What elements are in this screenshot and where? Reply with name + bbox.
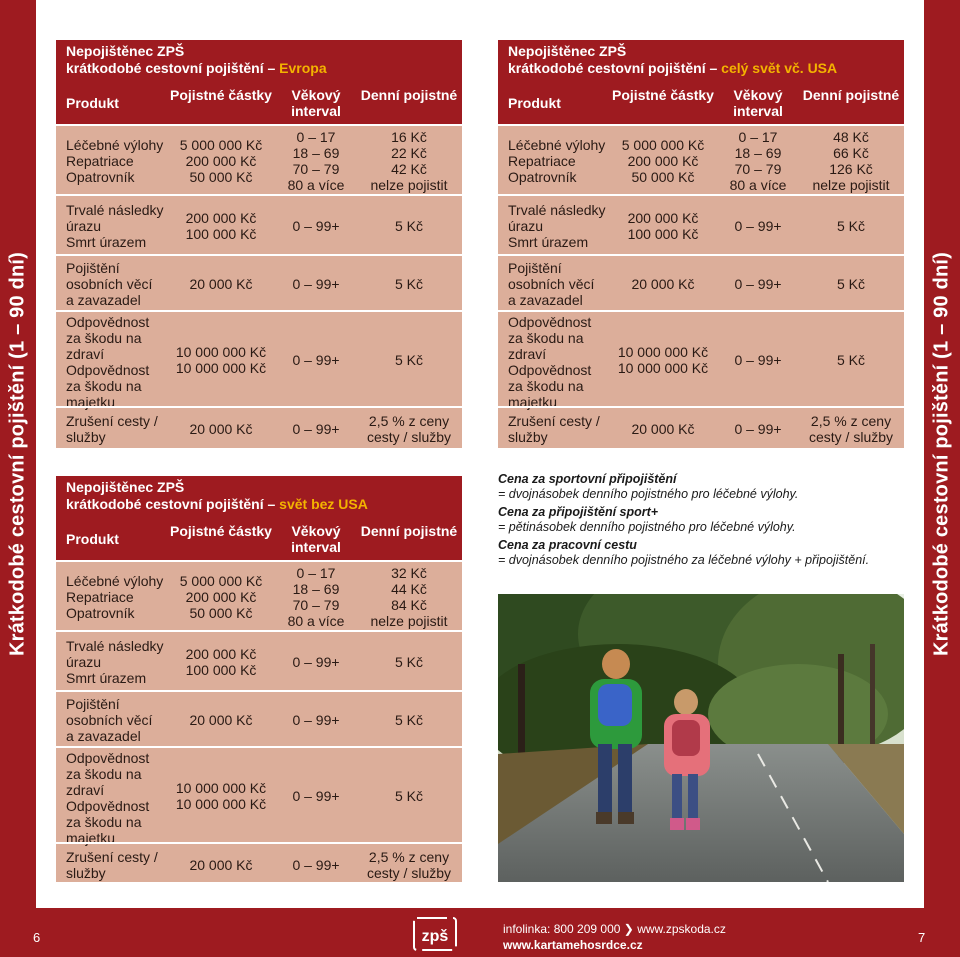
table-row — [56, 746, 462, 844]
col-header-product: Produkt — [66, 531, 119, 547]
age-cell: 0 – 17 18 – 69 70 – 79 80 a více — [287, 129, 345, 193]
table-row — [56, 406, 462, 450]
daily-cell: 5 Kč — [394, 654, 423, 670]
age-cell: 0 – 99+ — [292, 352, 340, 368]
daily-cell: 5 Kč — [394, 712, 423, 728]
col-header-daily: Denní pojistné — [802, 87, 900, 103]
amounts-cell: 5 000 000 Kč 200 000 Kč 50 000 Kč — [179, 573, 263, 621]
column-header-row — [56, 518, 462, 560]
table-europe — [56, 40, 462, 448]
zps-logo — [412, 916, 458, 952]
age-cell: 0 – 99+ — [292, 218, 340, 234]
daily-cell: 32 Kč 44 Kč 84 Kč nelze pojistit — [370, 565, 448, 629]
side-band-right — [924, 0, 960, 908]
arrow-icon: ❯ — [623, 922, 634, 936]
price-notes — [498, 472, 908, 571]
product-cell: Trvalé následky úrazu Smrt úrazem — [66, 638, 164, 686]
table-row — [56, 560, 462, 632]
col-header-daily: Denní pojistné — [360, 87, 458, 103]
table-row — [56, 690, 462, 748]
product-cell: Léčebné výlohy Repatriace Opatrovník — [508, 137, 606, 185]
age-cell: 0 – 99+ — [292, 421, 340, 437]
col-header-age: Věkový interval — [733, 87, 783, 119]
product-cell: Trvalé následky úrazu Smrt úrazem — [508, 202, 606, 250]
note-title: Cena za pracovní cestu — [498, 538, 637, 552]
amounts-cell: 20 000 Kč — [631, 276, 695, 292]
table-row — [56, 630, 462, 692]
column-header-row — [56, 82, 462, 124]
table-subtitle-region: celý svět vč. USA — [721, 60, 838, 76]
product-cell: Léčebné výlohy Repatriace Opatrovník — [66, 573, 164, 621]
table-subtitle-prefix: krátkodobé cestovní pojištění – — [66, 60, 280, 76]
product-cell: Zrušení cesty / služby — [66, 413, 158, 445]
amounts-cell: 10 000 000 Kč 10 000 000 Kč — [175, 344, 267, 376]
age-cell: 0 – 99+ — [292, 857, 340, 873]
daily-cell: 5 Kč — [394, 276, 423, 292]
product-cell: Léčebné výlohy Repatriace Opatrovník — [66, 137, 164, 185]
page-number-left: 6 — [33, 930, 41, 945]
amounts-cell: 200 000 Kč 100 000 Kč — [185, 646, 257, 678]
table-title: Nepojištěnec ZPŠ — [66, 479, 185, 495]
age-cell: 0 – 99+ — [292, 788, 340, 804]
table-row — [56, 194, 462, 256]
amounts-cell: 20 000 Kč — [189, 857, 253, 873]
daily-cell: 16 Kč 22 Kč 42 Kč nelze pojistit — [370, 129, 448, 193]
age-cell: 0 – 99+ — [734, 421, 782, 437]
amounts-cell: 20 000 Kč — [189, 276, 253, 292]
age-cell: 0 – 99+ — [292, 276, 340, 292]
svg-text:zpš: zpš — [421, 928, 449, 945]
age-cell: 0 – 17 18 – 69 70 – 79 80 a více — [729, 129, 787, 193]
daily-cell: 5 Kč — [394, 218, 423, 234]
daily-cell: 2,5 % z ceny cesty / služby — [366, 413, 452, 445]
age-cell: 0 – 99+ — [734, 352, 782, 368]
amounts-cell: 5 000 000 Kč 200 000 Kč 50 000 Kč — [621, 137, 705, 185]
table-subtitle — [66, 60, 452, 77]
table-world-no-usa — [56, 476, 462, 882]
column-header-row — [498, 82, 904, 124]
table-subtitle-region: Evropa — [279, 60, 327, 76]
daily-cell: 5 Kč — [836, 218, 865, 234]
side-title-left: Krátkodobé cestovní pojištění (1 – 90 dní) — [6, 251, 29, 657]
table-row — [498, 194, 904, 256]
age-cell: 0 – 99+ — [734, 276, 782, 292]
table-row — [498, 310, 904, 408]
table-title: Nepojištěnec ZPŠ — [66, 43, 185, 59]
table-row — [498, 254, 904, 312]
table-row — [56, 842, 462, 886]
daily-cell: 5 Kč — [836, 276, 865, 292]
product-cell: Zrušení cesty / služby — [508, 413, 600, 445]
amounts-cell: 10 000 000 Kč 10 000 000 Kč — [617, 344, 709, 376]
daily-cell: 48 Kč 66 Kč 126 Kč nelze pojistit — [812, 129, 890, 193]
product-cell: Odpovědnost za škodu na zdraví Odpovědnost za škodu na majetku — [66, 314, 150, 410]
table-row — [56, 310, 462, 408]
col-header-amounts: Pojistné částky — [612, 87, 714, 103]
col-header-product: Produkt — [66, 95, 119, 111]
product-cell: Pojištění osobních věcí a zavazadel — [508, 260, 595, 308]
amounts-cell: 200 000 Kč 100 000 Kč — [185, 210, 257, 242]
product-cell: Trvalé následky úrazu Smrt úrazem — [66, 202, 164, 250]
children-walking-photo — [498, 594, 904, 882]
amounts-cell: 20 000 Kč — [631, 421, 695, 437]
table-row — [56, 124, 462, 196]
age-cell: 0 – 17 18 – 69 70 – 79 80 a více — [287, 565, 345, 629]
col-header-product: Produkt — [508, 95, 561, 111]
note-title: Cena za sportovní připojištění — [498, 472, 677, 486]
note-text: = pětinásobek denního pojistného pro léčebné výlohy. — [498, 520, 796, 534]
amounts-cell: 200 000 Kč 100 000 Kč — [627, 210, 699, 242]
side-band-left — [0, 0, 36, 908]
col-header-daily: Denní pojistné — [360, 523, 458, 539]
table-row — [56, 254, 462, 312]
table-row — [498, 124, 904, 196]
infoline: infolinka: 800 209 000 — [503, 922, 621, 936]
contact-info — [503, 921, 726, 953]
web-link-kartamehosrdce[interactable]: www.kartamehosrdce.cz — [503, 938, 643, 952]
table-subtitle-prefix: krátkodobé cestovní pojištění – — [508, 60, 722, 76]
footer — [0, 908, 960, 957]
amounts-cell: 20 000 Kč — [189, 421, 253, 437]
daily-cell: 5 Kč — [394, 352, 423, 368]
table-world-usa — [498, 40, 904, 448]
product-cell: Pojištění osobních věcí a zavazadel — [66, 696, 153, 744]
daily-cell: 2,5 % z ceny cesty / služby — [366, 849, 452, 881]
col-header-age: Věkový interval — [291, 87, 341, 119]
col-header-age: Věkový interval — [291, 523, 341, 555]
age-cell: 0 – 99+ — [292, 654, 340, 670]
product-cell: Zrušení cesty / služby — [66, 849, 158, 881]
age-cell: 0 – 99+ — [734, 218, 782, 234]
product-cell: Odpovědnost za škodu na zdraví Odpovědnost za škodu na majetku — [66, 750, 150, 846]
table-subtitle-prefix: krátkodobé cestovní pojištění – — [66, 496, 280, 512]
age-cell: 0 – 99+ — [292, 712, 340, 728]
daily-cell: 5 Kč — [394, 788, 423, 804]
note-title: Cena za připojištění sport+ — [498, 505, 659, 519]
web-link-zpskoda[interactable]: www.zpskoda.cz — [637, 922, 726, 936]
daily-cell: 2,5 % z ceny cesty / služby — [808, 413, 894, 445]
product-cell: Odpovědnost za škodu na zdraví Odpovědnost za škodu na majetku — [508, 314, 592, 410]
note-text: = dvojnásobek denního pojistného pro léčebné výlohy. — [498, 487, 799, 501]
col-header-amounts: Pojistné částky — [170, 87, 272, 103]
product-cell: Pojištění osobních věcí a zavazadel — [66, 260, 153, 308]
amounts-cell: 5 000 000 Kč 200 000 Kč 50 000 Kč — [179, 137, 263, 185]
table-title: Nepojištěnec ZPŠ — [508, 43, 627, 59]
page-number-right: 7 — [918, 930, 926, 945]
table-subtitle — [66, 496, 452, 513]
daily-cell: 5 Kč — [836, 352, 865, 368]
col-header-amounts: Pojistné částky — [170, 523, 272, 539]
table-subtitle — [508, 60, 894, 77]
note-text: = dvojnásobek denního pojistného za léčebné výlohy + připojištění. — [498, 553, 870, 567]
amounts-cell: 10 000 000 Kč 10 000 000 Kč — [175, 780, 267, 812]
table-subtitle-region: svět bez USA — [279, 496, 368, 512]
side-title-right: Krátkodobé cestovní pojištění (1 – 90 dní) — [930, 251, 953, 657]
amounts-cell: 20 000 Kč — [189, 712, 253, 728]
table-row — [498, 406, 904, 450]
